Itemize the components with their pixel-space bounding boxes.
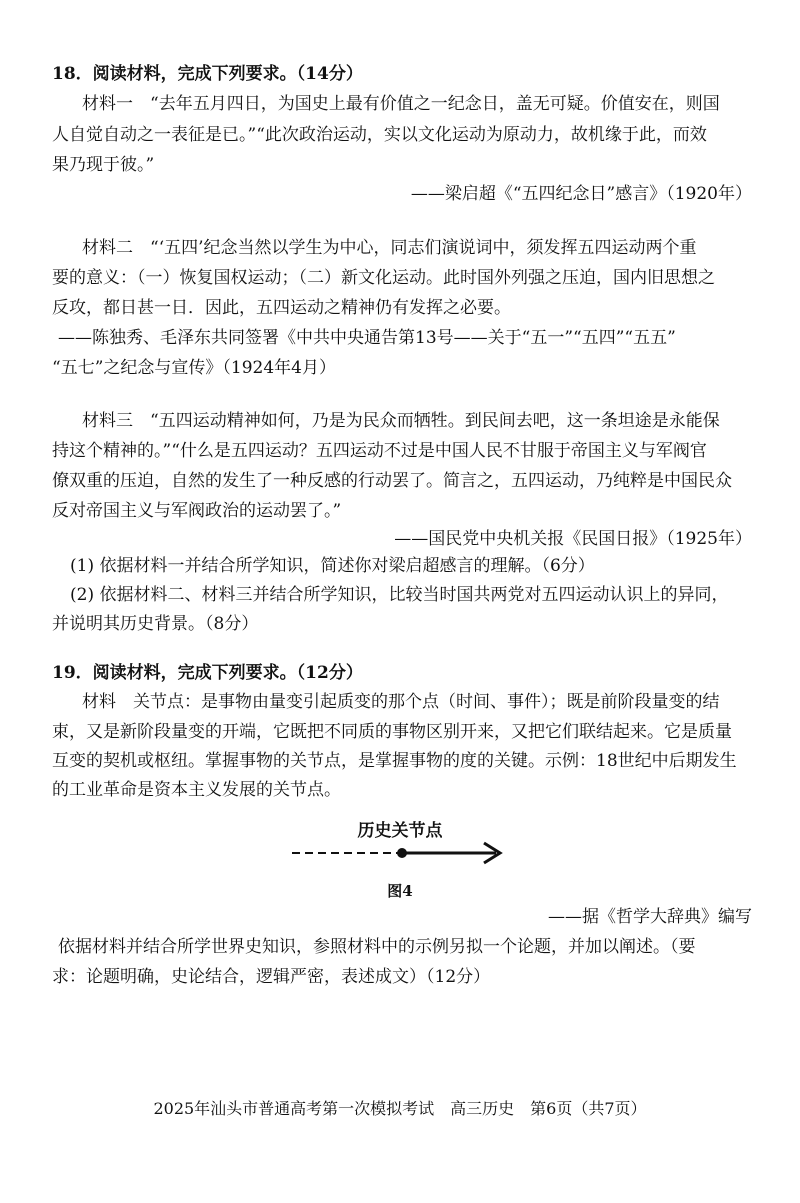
q19-material-line3: 互变的契机或枢纽。掌握事物的关节点，是掌握事物的度的关键。示例：18世纪中后期发生 — [52, 751, 737, 771]
q18-subquestion2-line2: 并说明其历史背景。（8分） — [52, 614, 259, 634]
q19-material-line4: 的工业革命是资本主义发展的关节点。 — [52, 780, 341, 800]
q18-material1-line3: 果乃现于彼。” — [52, 155, 155, 175]
figure-label: 图4 — [387, 882, 413, 900]
q18-material1-line2: 人自觉自动之一表征是已。”“此次政治运动，实以文化运动为原动力，故机缘于此，而效 — [52, 125, 707, 145]
q19-task-line1: 依据材料并结合所学世界史知识，参照材料中的示例另拟一个论题，并加以阐述。（要 — [58, 937, 696, 957]
q18-subquestion2-line1: (2) 依据材料二、材料三并结合所学知识，比较当时国共两党对五四运动认识上的异同， — [70, 585, 729, 605]
q18-material2-line1: 材料二 “‘五四’纪念当然以学生为中心，同志们演说词中，须发挥五四运动两个重 — [82, 238, 697, 258]
q18-material2-citation-line1: ——陈独秀、毛泽东共同签署《中共中央通告第13号——关于“五一”“五四”“五五” — [58, 328, 676, 348]
q18-material3-line1: 材料三 “五四运动精神如何，乃是为民众而牺牲。到民间去吧，这一条坦途是永能保 — [82, 411, 720, 431]
q19-material-line1: 材料 关节点：是事物由量变引起质变的那个点（时间、事件）；既是前阶段量变的结 — [82, 692, 720, 712]
q19-citation: ——据《哲学大辞典》编写 — [548, 907, 752, 927]
q18-material3-line2: 持这个精神的。”“什么是五四运动？五四运动不过是中国人民不甘服于帝国主义与军阀官 — [52, 441, 707, 461]
q18-material3-line4: 反对帝国主义与军阀政治的运动罢了。” — [52, 501, 342, 521]
q18-material2-citation-line2: “五七”之纪念与宣传》（1924年4月） — [52, 358, 336, 378]
q18-material2-line2: 要的意义：（一）恢复国权运动；（二）新文化运动。此时国外列强之压迫，国内旧思想之 — [52, 268, 715, 288]
q18-material1-line1: 材料一 “去年五月四日，为国史上最有价值之一纪念日，盖无可疑。价值安在，则国 — [82, 94, 720, 114]
q18-material3-line3: 僚双重的压迫，自然的发生了一种反感的行动罢了。简言之，五四运动，乃纯粹是中国民众 — [52, 471, 732, 491]
q19-task-line2: 求：论题明确，史论结合，逻辑严密，表述成文）（12分） — [52, 967, 491, 987]
page-footer: 2025年汕头市普通高考第一次模拟考试 高三历史 第6页（共7页） — [153, 1099, 647, 1118]
q18-material2-line3: 反攻，都日甚一日．因此，五四运动之精神仍有发挥之必要。 — [52, 298, 511, 318]
q18-material1-citation: ——梁启超《“五四纪念日”感言》（1920年） — [410, 184, 752, 204]
diagram-title: 历史关节点 — [357, 821, 443, 841]
q19-material-line2: 束，又是新阶段量变的开端，它既把不同质的事物区别开来，又把它们联结起来。它是质量 — [52, 722, 732, 742]
q18-subquestion1: (1) 依据材料一并结合所学知识，简述你对梁启超感言的理解。（6分） — [70, 556, 595, 576]
q19-title: 19．阅读材料，完成下列要求。（12分） — [52, 663, 363, 683]
q18-title: 18．阅读材料，完成下列要求。（14分） — [52, 64, 363, 84]
q18-material3-citation: ——国民党中央机关报《民国日报》（1925年） — [394, 529, 752, 549]
